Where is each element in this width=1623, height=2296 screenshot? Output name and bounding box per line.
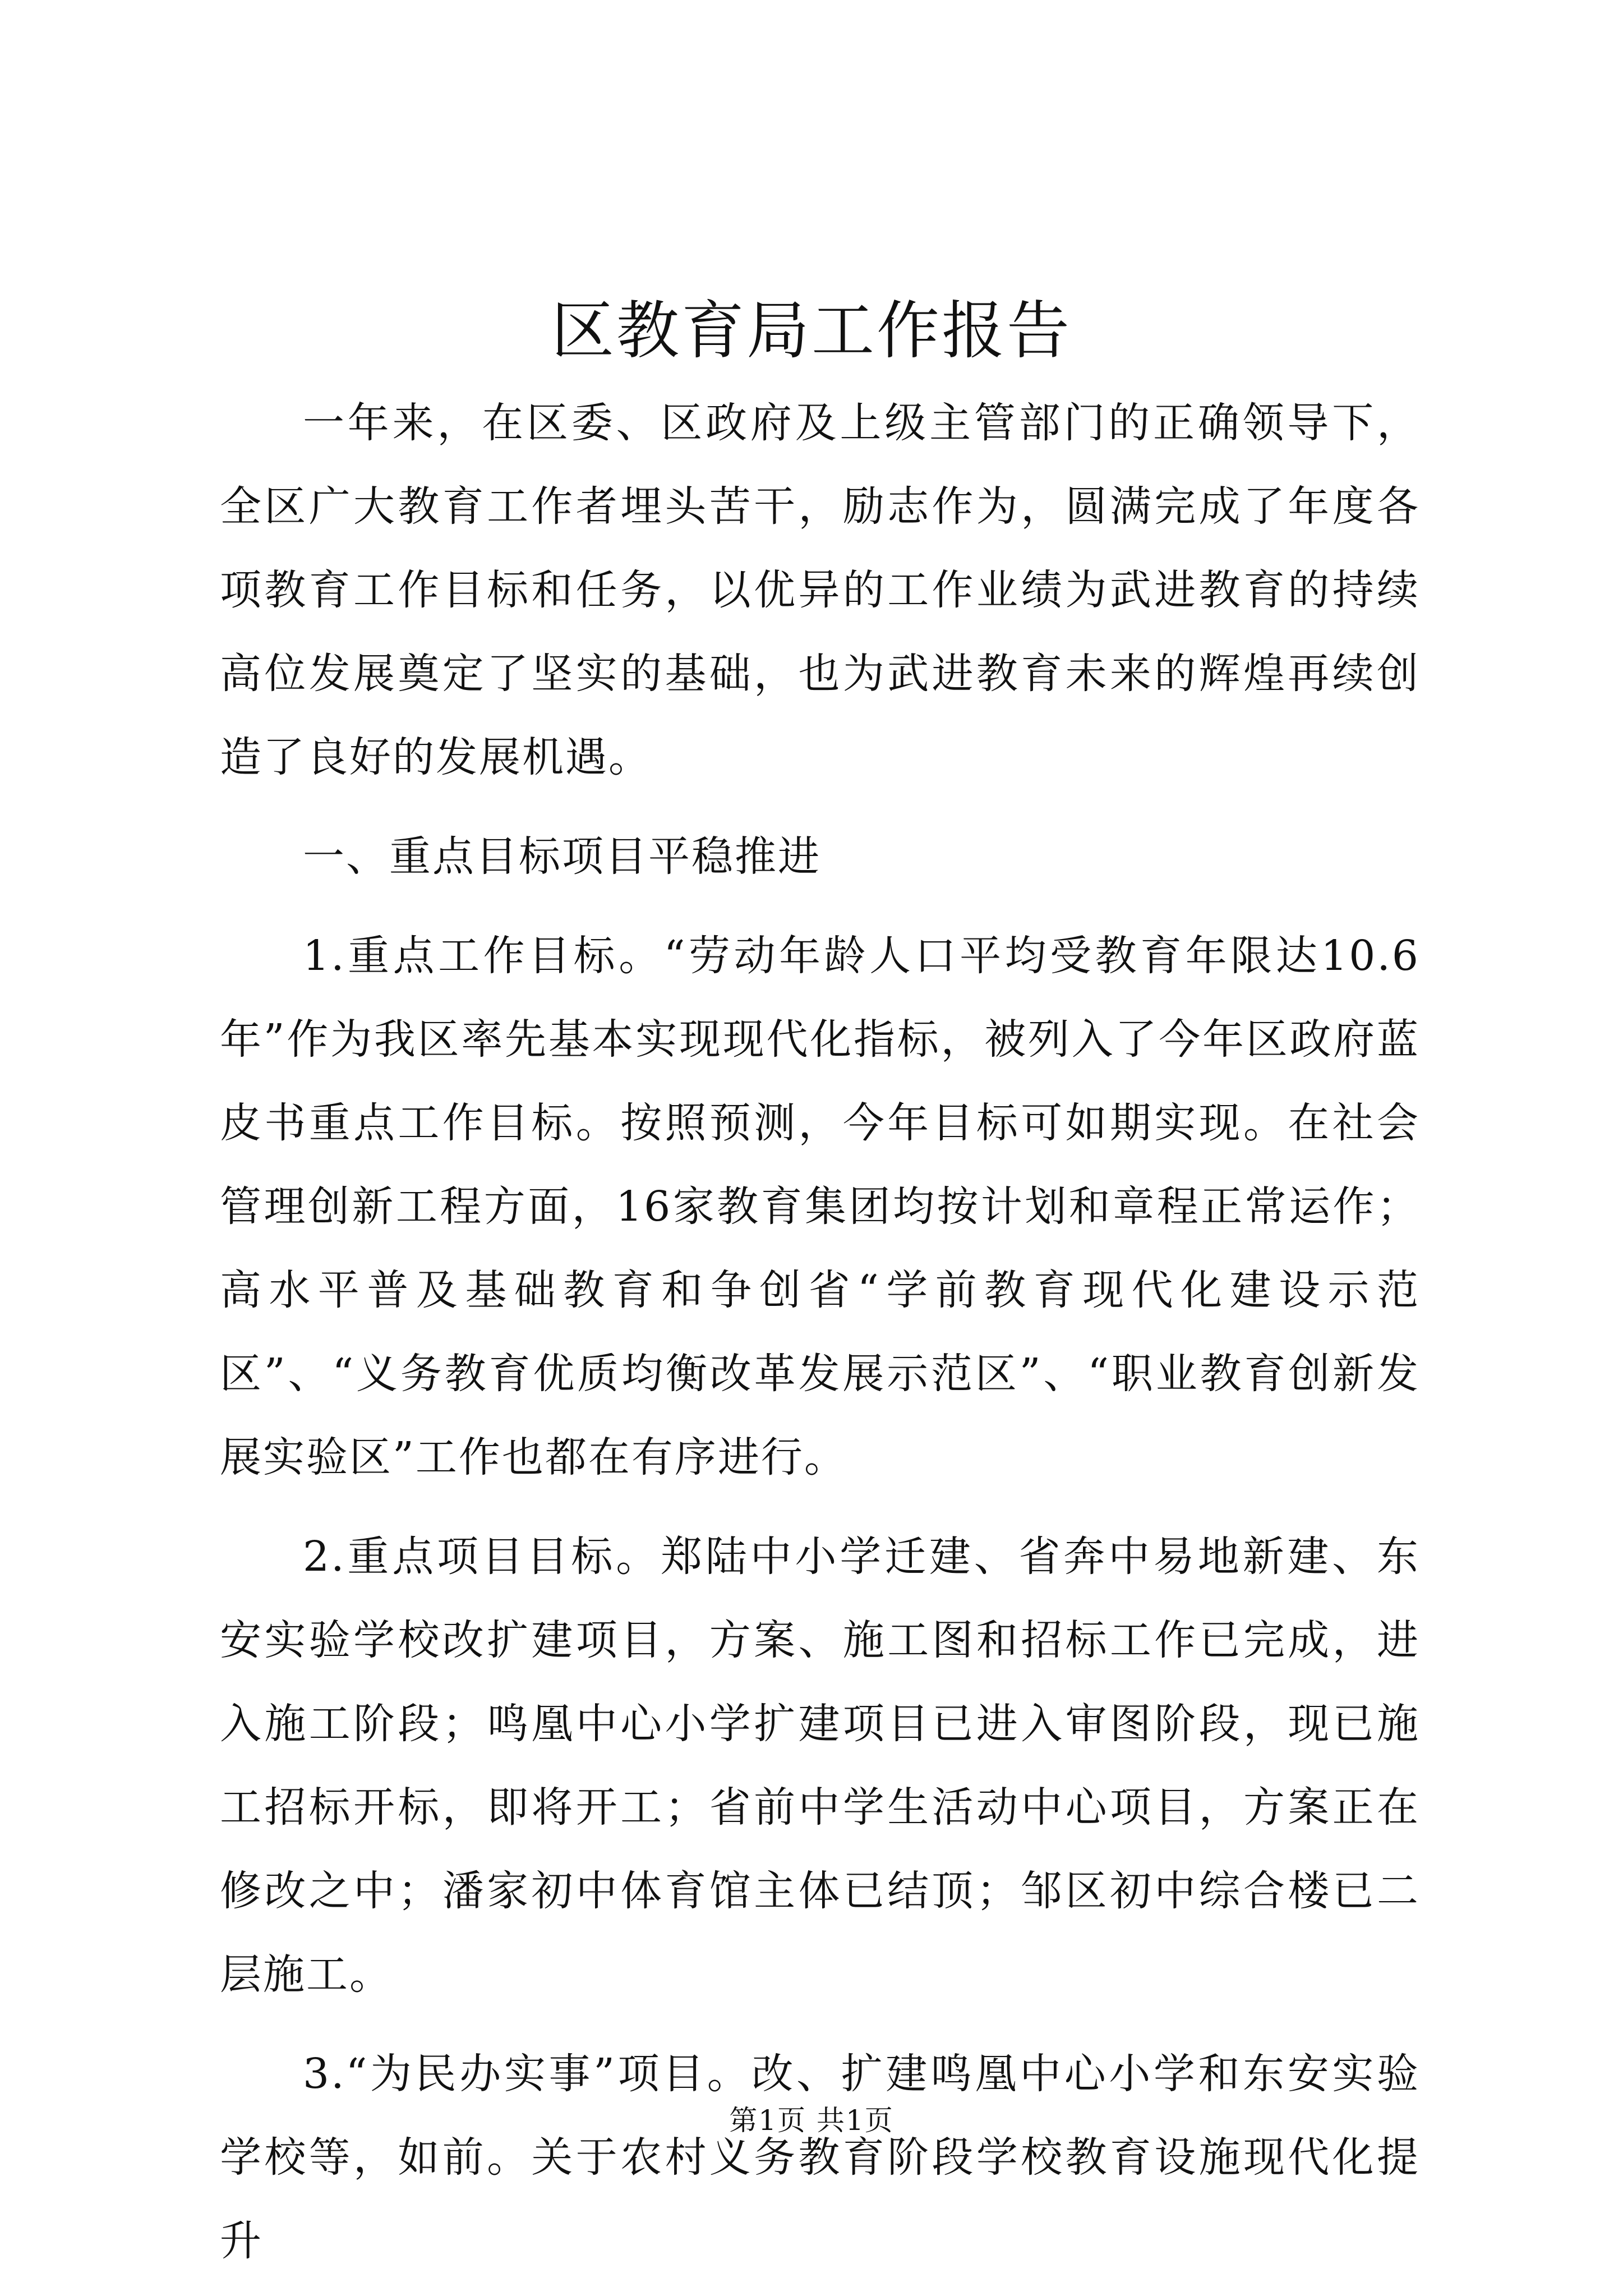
page-footer: 第1页 共1页 xyxy=(729,2104,894,2137)
paragraph-item-1: 1.重点工作目标。“劳动年龄人口平均受教育年限达10.6年”作为我区率先基本实现现代化指标，被列入了今年区政府蓝皮书重点工作目标。按照预测，今年目标可如期实现。在社会管理创新工程方面，16家教育集团均按计划和章程正常运作；高水平普及基础教育和争创省“学前教育现代化建设示范区”、“义务教育优质均衡改革发展示范区”、“职业教育创新发展实验区”工作也都在有序进行。 xyxy=(220,932,1420,1481)
document-title: 区教育局工作报告 xyxy=(551,295,1072,367)
paragraph-item-2: 2.重点项目目标。郑陆中小学迁建、省奔中易地新建、东安实验学校改扩建项目，方案、施工图和招标工作已完成，进入施工阶段；鸣凰中心小学扩建项目已进入审图阶段，现已施工招标开标，即将开工；省前中学生活动中心项目，方案正在修改之中；潘家初中体育馆主体已结顶；邹区初中综合楼已二层施工。 xyxy=(220,1533,1420,1999)
section-heading: 一、重点目标项目平稳推进 xyxy=(303,832,821,881)
document-body xyxy=(220,381,1420,2283)
paragraph-intro: 一年来，在区委、区政府及上级主管部门的正确领导下，全区广大教育工作者埋头苦干，励志作为，圆满完成了年度各项教育工作目标和任务，以优异的工作业绩为武进教育的持续高位发展奠定了坚实的基础，也为武进教育未来的辉煌再续创造了良好的发展机遇。 xyxy=(220,399,1420,781)
paragraph-item-3: 3.“为民办实事”项目。改、扩建鸣凰中心小学和东安实验学校等，如前。关于农村义务教育阶段学校教育设施现代化提升 xyxy=(220,2050,1420,2265)
